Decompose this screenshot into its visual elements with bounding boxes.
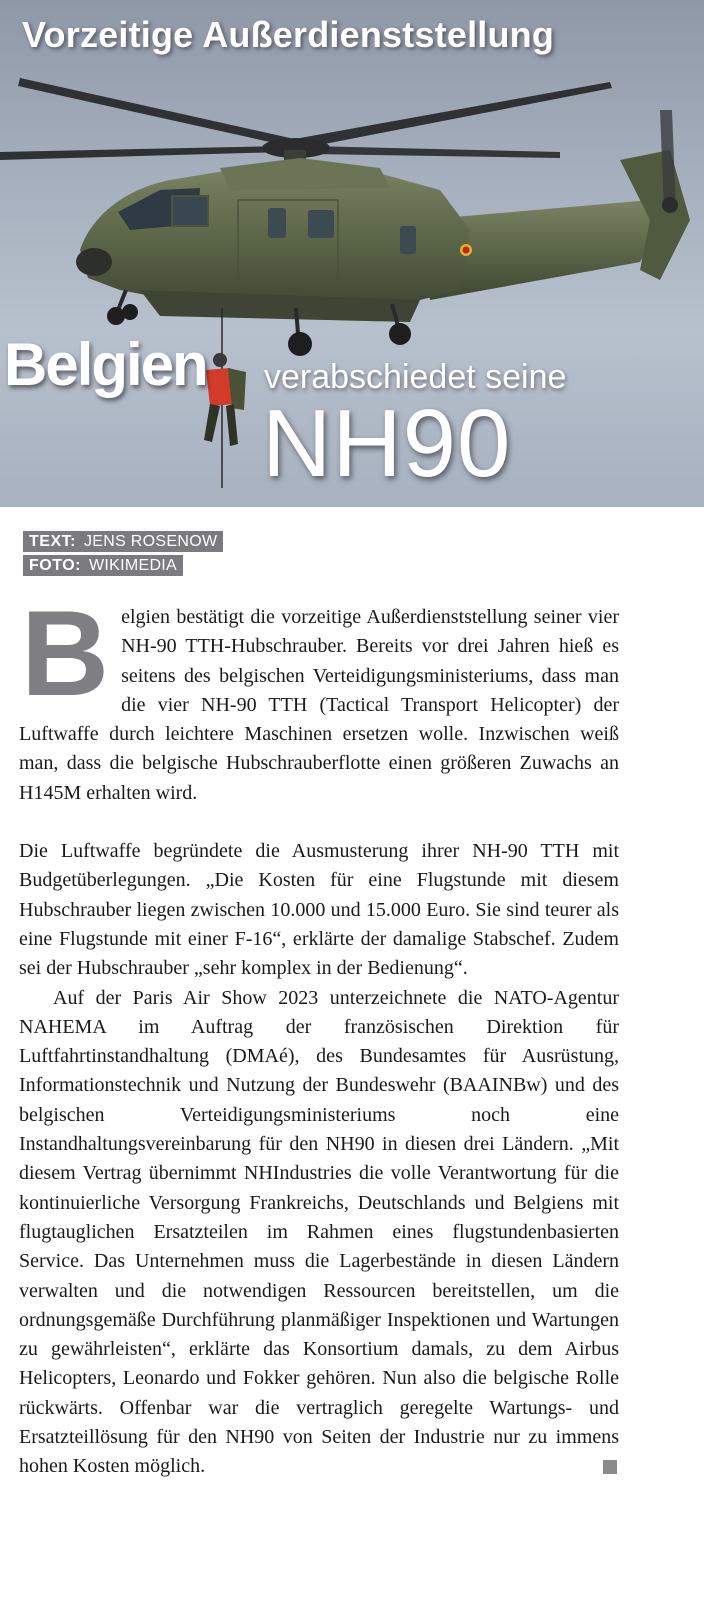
credit-text: [23, 531, 223, 552]
wheel: [288, 332, 312, 356]
paragraph-2: Die Luftwaffe begründete die Ausmusterung ihrer NH-90 TTH mit Budgetüberlegungen. „Die Kosten für eine Flugstunde mit diesem Hubschrauber liegen zwischen 10.000 und 15.000 Euro. Sie sind teurer als eine Flugstunde mit einer F-16“, erklärte der damalige Stabschef. Zudem sei der Hubschrauber „sehr komplex in der Bedienung“.: [19, 840, 619, 980]
credit-text-label: TEXT:: [29, 533, 76, 550]
wheel: [122, 304, 138, 320]
wheel: [107, 307, 125, 325]
rotor-blade: [0, 146, 283, 160]
rotor-blade: [300, 82, 612, 148]
headline-belgien: Belgien: [4, 331, 207, 398]
credits: [23, 531, 223, 579]
rotor-blade: [310, 146, 560, 158]
paragraph-1-text: elgien bestätigt die vorzeitige Außerdienststellung seiner vier NH-90 TTH-Hubschrauber. Bereits vor drei Jahren hieß es seitens des belgischen Verteidigungsministeriums, dass man die vier NH-90 TTH (Tactical Transport Helicopter) der Luftwaffe durch leichtere Maschinen ersetzen wolle. Inzwischen weiß man, dass die belgische Hubschrauberflotte einen größeren Zuwachs an H145M erhalten wird.: [19, 606, 619, 804]
wheel: [389, 323, 411, 345]
article-body: [19, 585, 619, 1482]
paragraph-3: [19, 984, 619, 1482]
header-kicker: Vorzeitige Außerdienststellung: [22, 14, 555, 55]
drop-cap: B: [21, 585, 110, 721]
hero-photo: [0, 0, 704, 507]
end-of-article-mark: [603, 1460, 617, 1474]
credit-photo-value: WIKIMEDIA: [88, 557, 178, 574]
paragraph-1: [19, 585, 619, 808]
credit-text-value: JENS ROSENOW: [83, 533, 218, 550]
credit-photo: [23, 555, 183, 576]
paragraph-3-text: Auf der Paris Air Show 2023 unterzeichnete die NATO-Agentur NAHEMA im Auftrag der französischen Direktion für Luftfahrtinstandhaltung (DMAé), des Bundesamtes für Ausrüstung, Informationstechnik und Nutzung der Bundeswehr (BAAINBw) und des belgischen Verteidigungsministeriums noch eine Instandhaltungsvereinbarung für den NH90 in diesen drei Ländern. „Mit diesem Vertrag übernimmt NHIndustries die volle Verantwortung für die kontinuierliche Versorgung Frankreichs, Deutschlands und Belgiens mit flugtauglichen Ersatzteilen im Rahmen eines flugstundenbasierten Service. Das Unternehmen muss die Lagerbestände in diesen Ländern verwalten und die notwendigen Ressourcen bereitstellen, um die ordnungsgemäße Durchführung planmäßiger Inspektionen und Wartungen zu gewährleisten“, erklärte das Konsortium damals, zu dem Airbus Helicopters, Leonardo und Fokker gehören. Nun also die belgische Rolle rückwärts. Offenbar war die vertraglich geregelte Wartungs- und Ersatzteillösung für den NH90 von Seiten der Industrie nur zu immens hohen Kosten möglich.: [19, 986, 619, 1478]
credit-photo-label: FOTO:: [29, 557, 81, 574]
headline-nh90: NH90: [262, 390, 512, 497]
rescuer-figures: [204, 353, 246, 446]
rotor-blade: [18, 78, 290, 146]
headline-verabschiedet: verabschiedet seine: [264, 358, 567, 396]
